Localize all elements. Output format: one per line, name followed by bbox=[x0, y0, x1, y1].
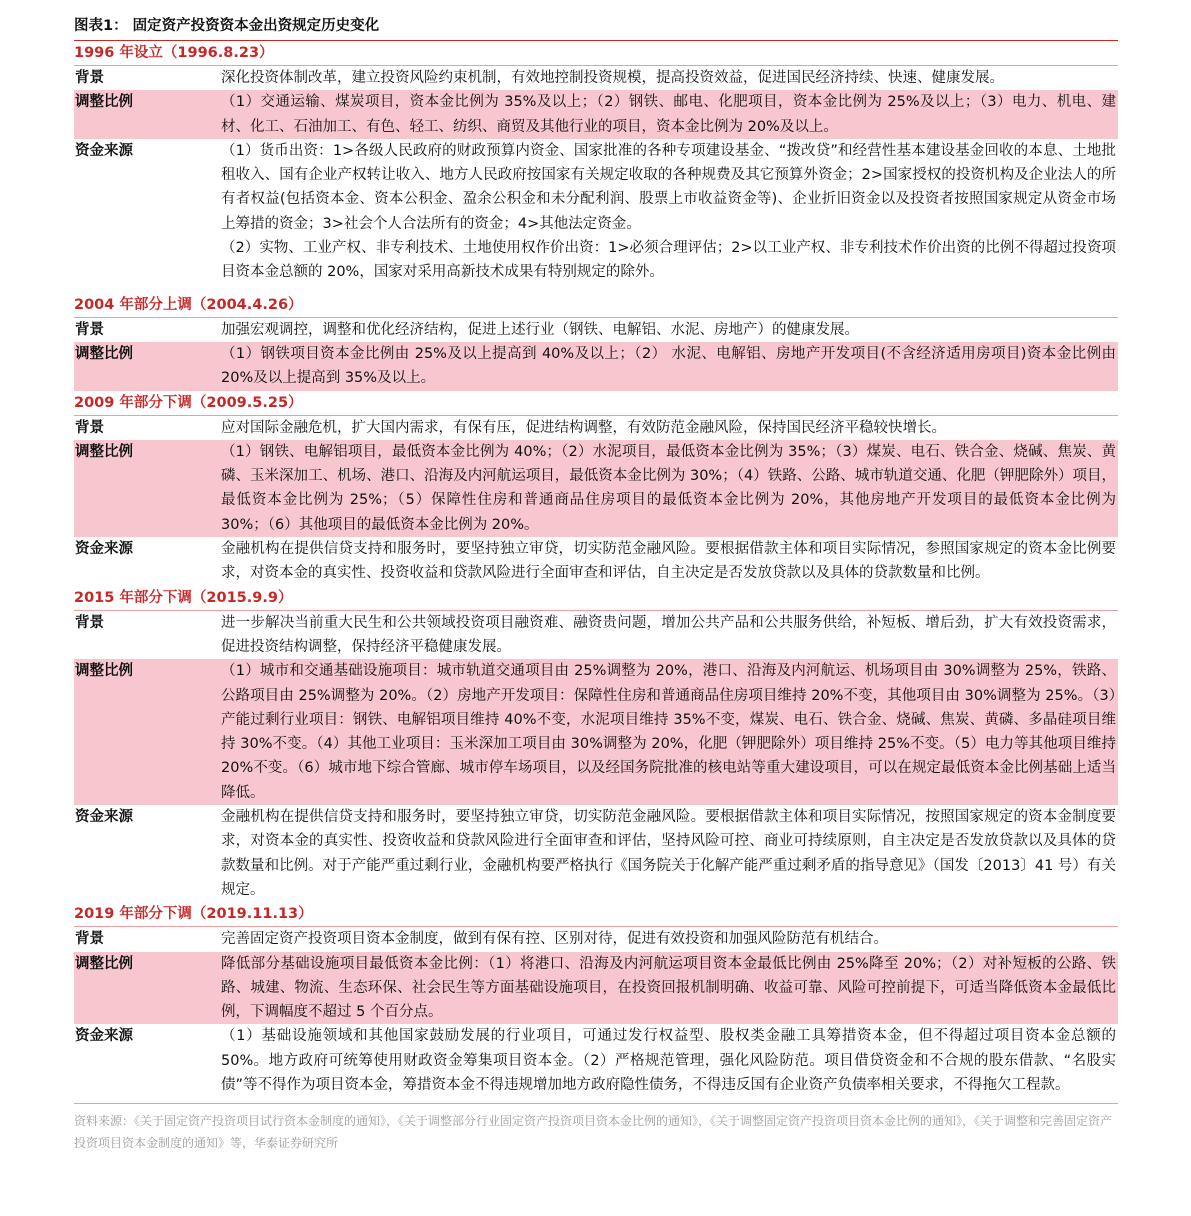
row-text: （1）城市和交通基础设施项目：城市轨道交通项目由 25%调整为 20%，港口、沿海及内河航运、机场项目由 30%调整为 25%，铁路、公路项目由 25%调整为 20%。（2）房地产开发项目：保障性住房和普通商品住房项目维持 20%不变，其他项目由 30%调整为 25%。（3）产能过剩行业项目：钢铁、电解铝项目维持 40%不变，水泥项目维持 35%不变，煤炭、电石、铁合金、烧碱、焦炭、黄磷、多晶硅项目维持 30%不变。（4）其他工业项目：玉米深加工项目由 30%调整为 20%，化肥（钾肥除外）项目维持 25%不变。（5）电力等其他项目维持 20%不变。（6）城市地下综合管廊、城市停车场项目，以及经国务院批准的核电站等重大建设项目，可以在规定最低资本金比例基础上适当降低。 bbox=[221, 663, 1116, 801]
ratio-row bbox=[74, 342, 1118, 391]
row-label: 调整比例 bbox=[75, 345, 133, 362]
figure-title: 图表1： 固定资产投资资本金出资规定历史变化 bbox=[74, 14, 1118, 41]
funding-row bbox=[74, 139, 1118, 285]
funding-paragraph-2: （2）实物、工业产权、非专利技术、土地使用权作价出资：1>必须合理评估；2>以工业产权、非专利技术作价出资的比例不得超过投资项目资本金总额的 20%，国家对采用高新技术成果有特别规定的除外。 bbox=[221, 240, 1116, 281]
section-gap bbox=[74, 285, 1118, 293]
row-label: 背景 bbox=[75, 321, 104, 338]
section-heading: 2004 年部分上调（2004.4.26） bbox=[74, 293, 1118, 318]
background-row bbox=[74, 318, 1118, 342]
section-heading: 1996 年设立（1996.8.23） bbox=[74, 41, 1118, 66]
source-note: 资料来源：《关于固定资产投资项目试行资本金制度的通知》，《关于调整部分行业固定资产投资项目资本金比例的通知》，《关于调整固定资产投资项目资本金比例的通知》，《关于调整和完善固定资产投资项目资本金制度的通知》等，华泰证券研究所 bbox=[74, 1103, 1118, 1154]
funding-row bbox=[74, 1024, 1118, 1097]
section-heading: 2015 年部分下调（2015.9.9） bbox=[74, 586, 1118, 611]
row-label: 背景 bbox=[75, 70, 104, 86]
background-row bbox=[74, 416, 1118, 440]
section-2015 bbox=[74, 586, 1118, 903]
row-text: 金融机构在提供信贷支持和服务时，要坚持独立审贷，切实防范金融风险。要根据借款主体和项目实际情况，参照国家规定的资本金比例要求，对资本金的真实性、投资收益和贷款风险进行全面审查和评估，自主决定是否发放贷款以及具体的贷款数量和比例。 bbox=[221, 541, 1116, 582]
row-label: 调整比例 bbox=[75, 663, 133, 680]
row-text: 加强宏观调控，调整和优化经济结构，促进上述行业（钢铁、电解铝、水泥、房地产）的健康发展。 bbox=[221, 321, 859, 338]
background-row bbox=[74, 611, 1118, 660]
background-row bbox=[74, 66, 1118, 90]
row-label: 背景 bbox=[75, 419, 104, 436]
row-label: 调整比例 bbox=[75, 443, 133, 460]
funding-row bbox=[74, 805, 1118, 902]
row-label: 背景 bbox=[75, 614, 104, 631]
row-text-block bbox=[221, 139, 1118, 285]
section-2019 bbox=[74, 902, 1118, 1097]
background-row bbox=[74, 927, 1118, 951]
ratio-row bbox=[74, 659, 1118, 805]
document-page bbox=[74, 14, 1118, 1154]
row-text: 深化投资体制改革，建立投资风险约束机制，有效地控制投资规模，提高投资效益，促进国民经济持续、快速、健康发展。 bbox=[221, 70, 1004, 86]
row-text: （1）基础设施领域和其他国家鼓励发展的行业项目，可通过发行权益型、股权类金融工具筹措资本金，但不得超过项目资本金总额的 50%。地方政府可统筹使用财政资金筹集项目资本金。（2）严格规范管理，强化风险防范。项目借贷资金和不合规的股东借款、“名股实债”等不得作为项目资本金，筹措资本金不得违规增加地方政府隐性债务，不得违反国有企业资产负债率相关要求，不得拖欠工程款。 bbox=[221, 1028, 1116, 1093]
row-text: （1）钢铁项目资本金比例由 25%及以上提高到 40%及以上；（2） 水泥、电解铝、房地产开发项目(不含经济适用房项目)资本金比例由 20%及以上提高到 35%及以上。 bbox=[221, 345, 1116, 387]
section-heading: 2019 年部分下调（2019.11.13） bbox=[74, 902, 1118, 927]
ratio-row bbox=[74, 90, 1118, 139]
ratio-row bbox=[74, 952, 1118, 1025]
row-text: 金融机构在提供信贷支持和服务时，要坚持独立审贷，切实防范金融风险。要根据借款主体和项目实际情况，按照国家规定的资本金制度要求，对资本金的真实性、投资收益和贷款风险进行全面审查和评估，坚持风险可控、商业可持续原则，自主决定是否发放贷款以及具体的贷款数量和比例。对于产能严重过剩行业，金融机构要严格执行《国务院关于化解产能严重过剩矛盾的指导意见》（国发〔2013〕41 号）有关规定。 bbox=[221, 809, 1116, 898]
row-text: 完善固定资产投资项目资本金制度，做到有保有控、区别对待，促进有效投资和加强风险防范有机结合。 bbox=[221, 931, 888, 948]
row-text: 应对国际金融危机，扩大国内需求，有保有压，促进结构调整，有效防范金融风险，保持国民经济平稳较快增长。 bbox=[221, 419, 946, 436]
row-label: 调整比例 bbox=[75, 955, 133, 972]
funding-paragraph-1: （1）货币出资：1>各级人民政府的财政预算内资金、国家批准的各种专项建设基金、“拨改贷”和经营性基本建设基金回收的本息、土地批租收入、国有企业产权转让收入、地方人民政府按国家有关规定收取的各种规费及其它预算外资金；2>国家授权的投资机构及企业法人的所有者权益(包括资本金、资本公积金、盈余公积金和未分配利润、股票上市收益资金等)、企业折旧资金以及投资者按照国家规定从资金市场上筹措的资金；3>社会个人合法所有的资金；4>其他法定资金。 bbox=[221, 142, 1116, 232]
ratio-row bbox=[74, 440, 1118, 537]
section-heading: 2009 年部分下调（2009.5.25） bbox=[74, 391, 1118, 416]
row-label: 资金来源 bbox=[75, 809, 133, 826]
row-label: 资金来源 bbox=[75, 1028, 133, 1045]
row-label: 背景 bbox=[75, 931, 104, 948]
row-label: 资金来源 bbox=[75, 142, 133, 159]
row-text: 降低部分基础设施项目最低资本金比例：（1）将港口、沿海及内河航运项目资本金最低比例由 25%降至 20%；（2）对补短板的公路、铁路、城建、物流、生态环保、社会民生等方面基础设施项目，在投资回报机制明确、收益可靠、风险可控前提下，可适当降低资本金最低比例，下调幅度不超过 5 个百分点。 bbox=[221, 955, 1116, 1021]
section-2004 bbox=[74, 293, 1118, 391]
row-text: 进一步解决当前重大民生和公共领域投资项目融资难、融资贵问题，增加公共产品和公共服务供给，补短板、增后劲，扩大有效投资需求，促进投资结构调整，保持经济平稳健康发展。 bbox=[221, 614, 1116, 655]
section-2009 bbox=[74, 391, 1118, 586]
section-1996 bbox=[74, 41, 1118, 285]
row-text: （1）交通运输、煤炭项目，资本金比例为 35%及以上；（2）钢铁、邮电、化肥项目，资本金比例为 25%及以上；（3）电力、机电、建材、化工、石油加工、有色、轻工、纺织、商贸及其他行业的项目，资本金比例为 20%及以上。 bbox=[221, 94, 1116, 135]
funding-row bbox=[74, 537, 1118, 586]
row-label: 调整比例 bbox=[75, 94, 133, 111]
row-text: （1）钢铁、电解铝项目，最低资本金比例为 40%；（2）水泥项目，最低资本金比例为 35%；（3）煤炭、电石、铁合金、烧碱、焦炭、黄磷、玉米深加工、机场、港口、沿海及内河航运项目，最低资本金比例为 30%；（4）铁路、公路、城市轨道交通、化肥（钾肥除外）项目，最低资本金比例为 25%；（5）保障性住房和普通商品住房项目的最低资本金比例为 20%，其他房地产开发项目的最低资本金比例为 30%；（6）其他项目的最低资本金比例为 20%。 bbox=[221, 443, 1116, 533]
row-label: 资金来源 bbox=[75, 541, 133, 558]
